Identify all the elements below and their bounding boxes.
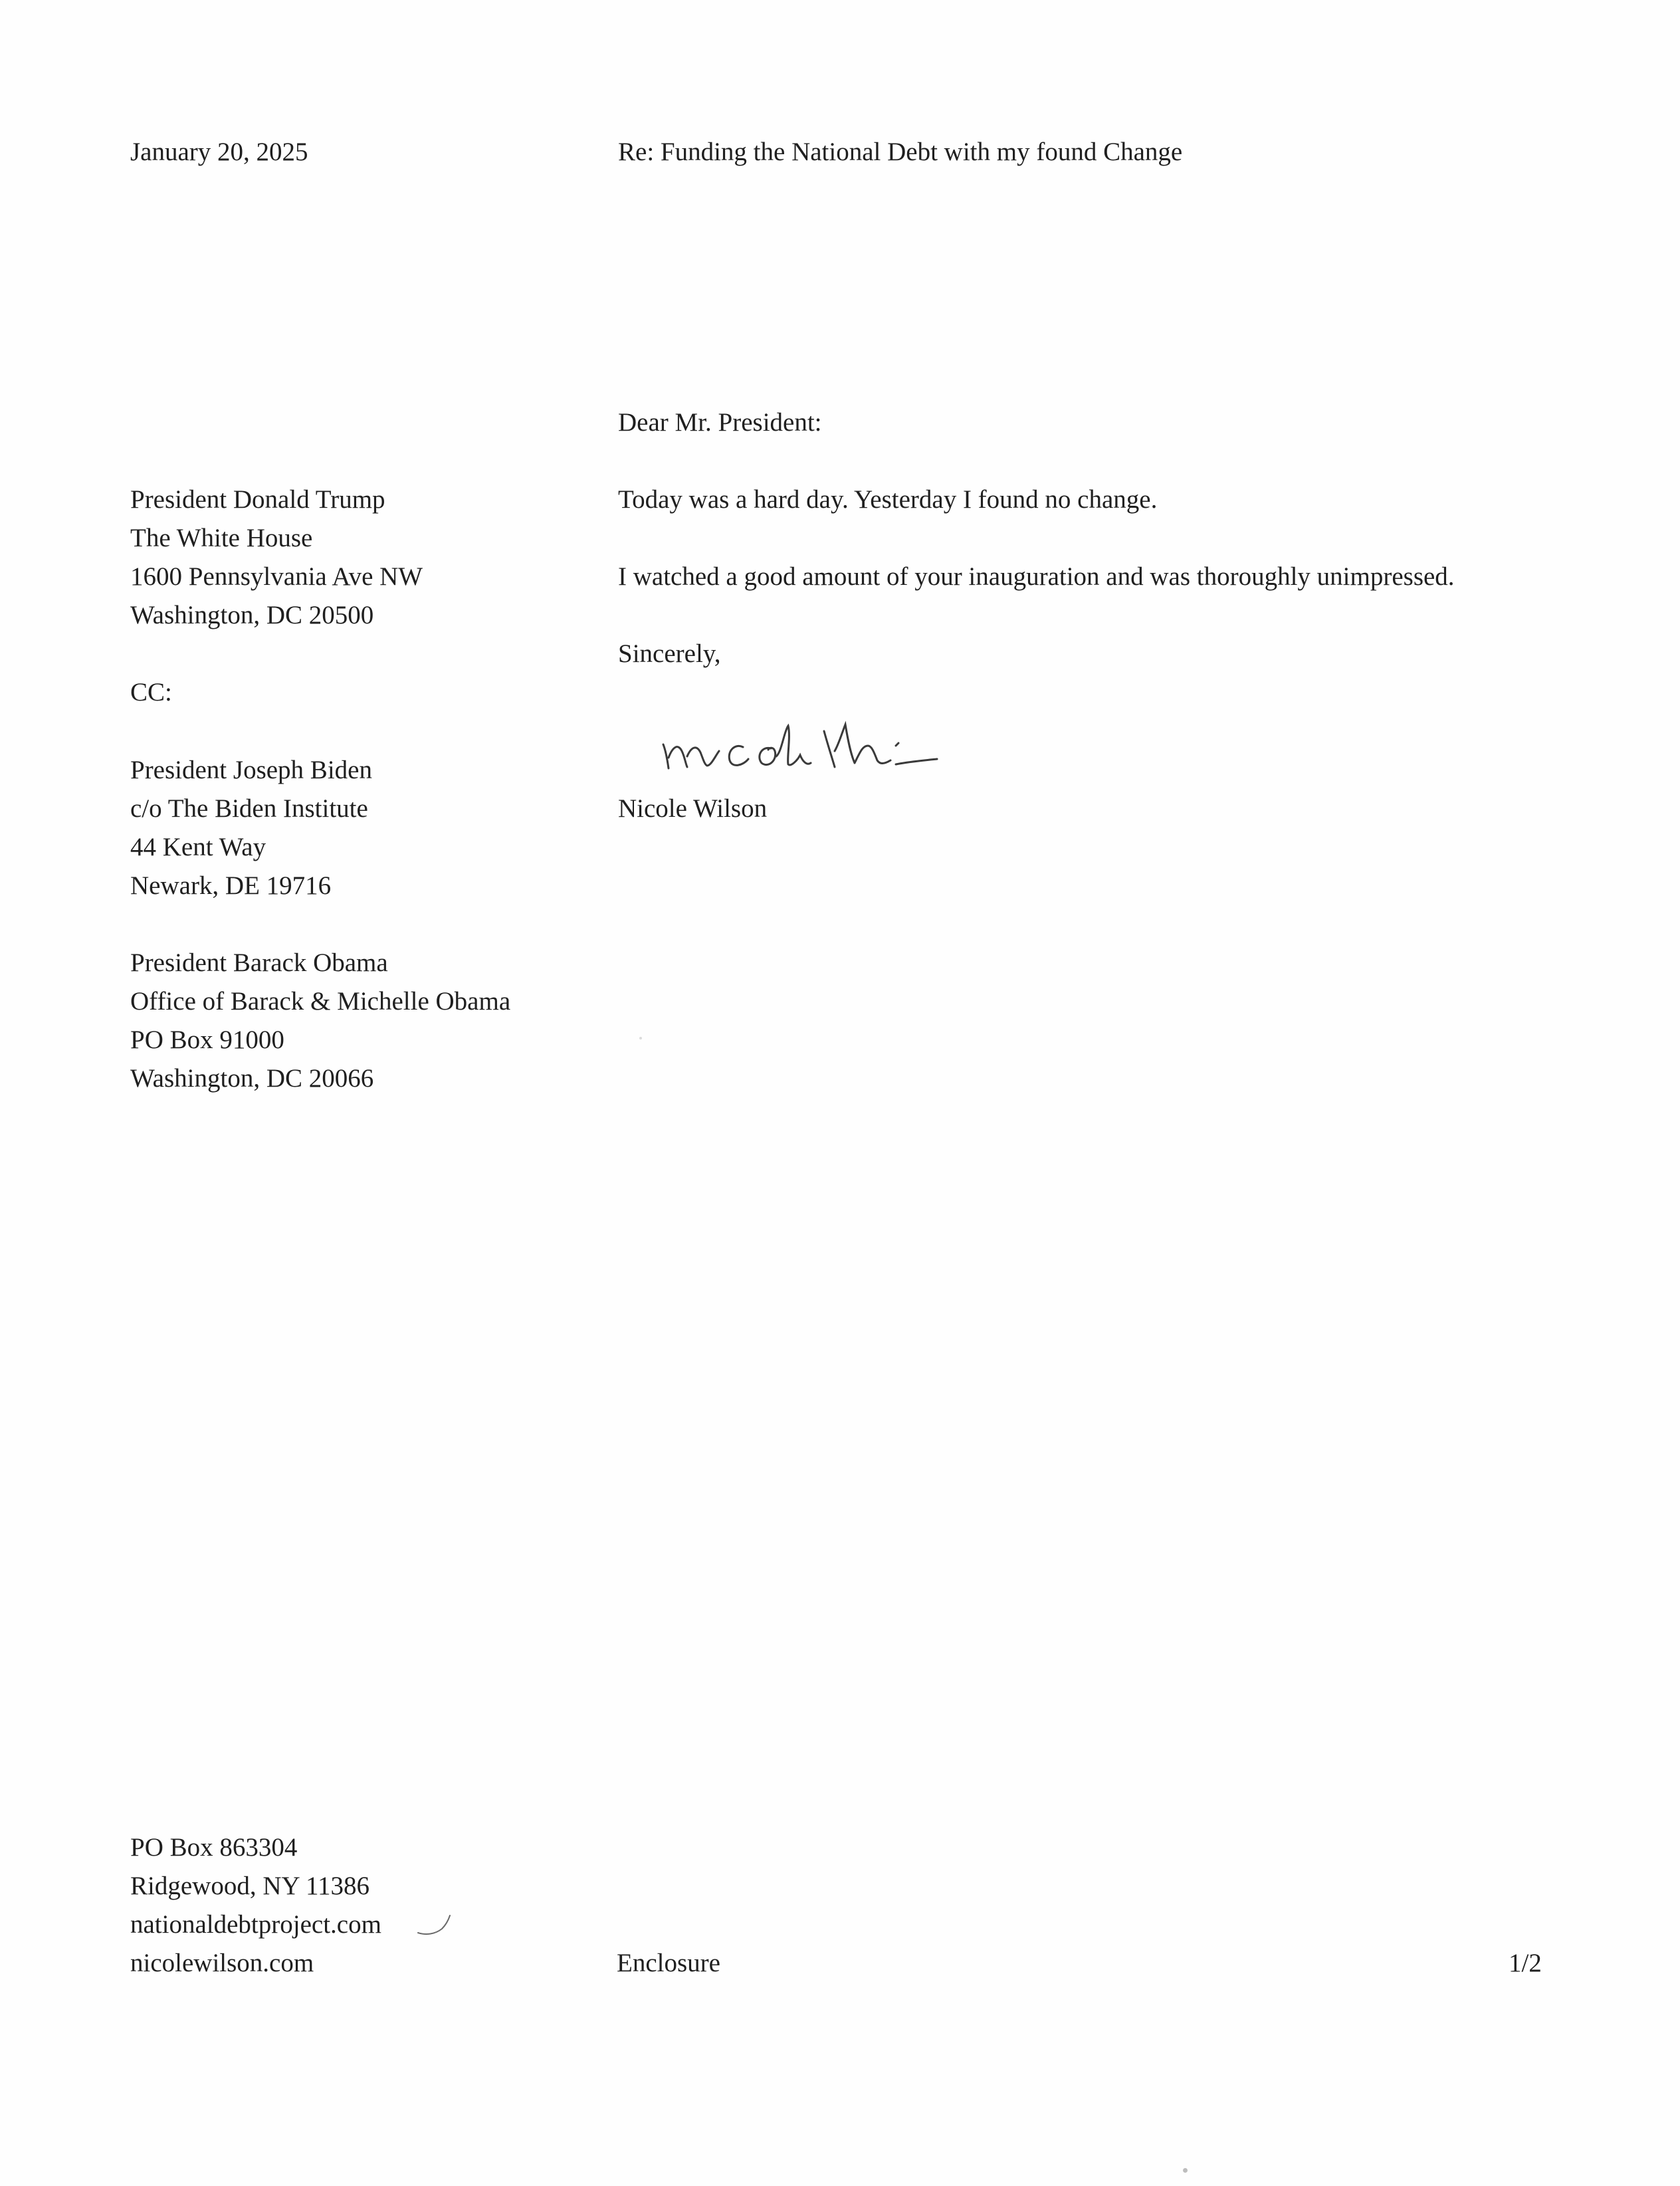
address-line: Office of Barack & Michelle Obama — [130, 987, 511, 1016]
paper-speck — [639, 1037, 642, 1039]
letter-date: January 20, 2025 — [130, 138, 308, 166]
subject-line: Re: Funding the National Debt with my found Change — [618, 138, 1183, 166]
address-line: 1600 Pennsylvania Ave NW — [130, 562, 423, 591]
address-line: c/o The Biden Institute — [130, 794, 368, 823]
page-number: 1/2 — [1509, 1949, 1542, 1977]
address-line: Ridgewood, NY 11386 — [130, 1872, 370, 1900]
cc-address — [130, 751, 372, 905]
body-paragraph: I watched a good amount of your inauguration and was thoroughly unimpressed. — [618, 562, 1455, 591]
address-line: PO Box 863304 — [130, 1833, 298, 1862]
cc-label: CC: — [130, 678, 172, 707]
handwritten-signature — [658, 705, 964, 784]
address-line: President Joseph Biden — [130, 756, 372, 784]
website-line: nicolewilson.com — [130, 1949, 314, 1977]
address-line: PO Box 91000 — [130, 1026, 284, 1054]
enclosure-note: Enclosure — [617, 1949, 720, 1977]
website-line: nationaldebtproject.com — [130, 1910, 381, 1939]
signer-name: Nicole Wilson — [618, 794, 768, 823]
paper-speck — [1183, 2168, 1188, 2173]
address-line: Newark, DE 19716 — [130, 871, 332, 900]
cc-address — [130, 944, 510, 1098]
salutation: Dear Mr. President: — [618, 408, 822, 437]
body-paragraph: Today was a hard day. Yesterday I found no change. — [618, 485, 1158, 514]
address-line: The White House — [130, 524, 313, 552]
pen-mark — [415, 1914, 455, 1941]
recipient-address — [130, 481, 423, 635]
address-line: President Donald Trump — [130, 485, 385, 514]
address-line: Washington, DC 20066 — [130, 1064, 374, 1093]
address-line: 44 Kent Way — [130, 833, 266, 861]
sender-address — [130, 1828, 381, 1983]
closing: Sincerely, — [618, 639, 721, 668]
address-line: President Barack Obama — [130, 948, 388, 977]
address-line: Washington, DC 20500 — [130, 601, 374, 629]
